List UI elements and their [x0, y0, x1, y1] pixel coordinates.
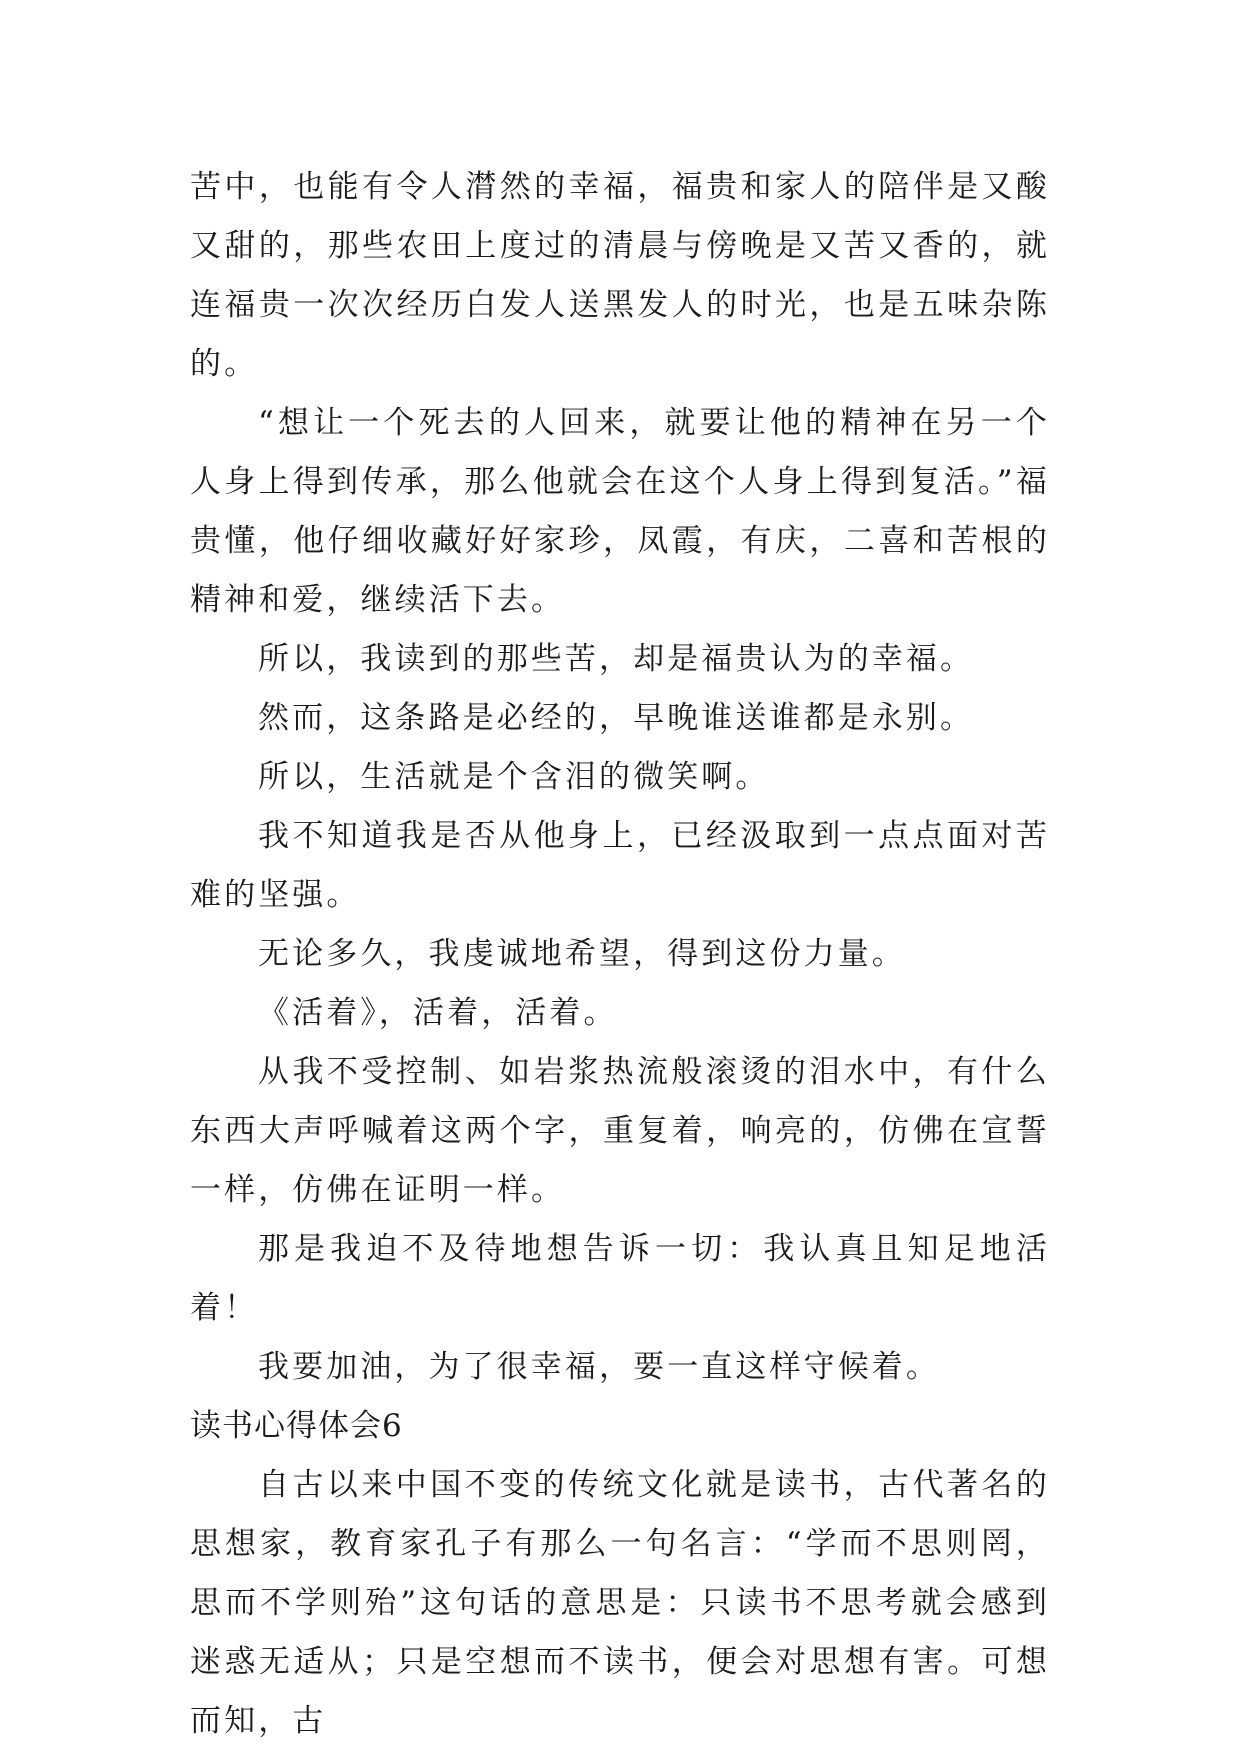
paragraph: 《活着》，活着，活着。: [258, 995, 618, 1031]
paragraph: 然而，这条路是必经的，早晚谁送谁都是永别。: [258, 700, 975, 736]
paragraph: 我不知道我是否从他身上，已经汲取到一点点面对苦难的坚强。: [190, 818, 1050, 913]
section-heading: 读书心得体会6: [190, 1408, 403, 1444]
paragraph: 从我不受控制、如岩浆热流般滚烫的泪水中，有什么东西大声呼喊着这两个字，重复着，响亮的，仿佛在宣誓一样，仿佛在证明一样。: [190, 1054, 1050, 1208]
document-body: [190, 158, 1050, 1751]
paragraph: 所以，生活就是个含泪的微笑啊。: [258, 759, 770, 795]
section-paragraph: 自古以来中国不变的传统文化就是读书，古代著名的思想家，教育家孔子有那么一句名言：“学而不思则罔，思而不学则殆”这句话的意思是：只读书不思考就会感到迷惑无适从；只是空想而不读书，便会对思想有害。可想而知，古: [190, 1467, 1050, 1739]
paragraph-quote: “想让一个死去的人回来，就要让他的精神在另一个人身上得到传承，那么他就会在这个人身上得到复活。”福贵懂，他仔细收藏好好家珍，凤霞，有庆，二喜和苦根的精神和爱，继续活下去。: [190, 405, 1050, 618]
paragraph: 所以，我读到的那些苦，却是福贵认为的幸福。: [258, 641, 975, 677]
paragraph-continuation: 苦中，也能有令人潸然的幸福，福贵和家人的陪伴是又酸又甜的，那些农田上度过的清晨与傍晚是又苦又香的，就连福贵一次次经历白发人送黑发人的时光，也是五味杂陈的。: [190, 169, 1050, 382]
paragraph: 无论多久，我虔诚地希望，得到这份力量。: [258, 936, 906, 972]
paragraph: 我要加油，为了很幸福，要一直这样守候着。: [258, 1349, 940, 1385]
paragraph: 那是我迫不及待地想告诉一切：我认真且知足地活着！: [190, 1231, 1050, 1326]
